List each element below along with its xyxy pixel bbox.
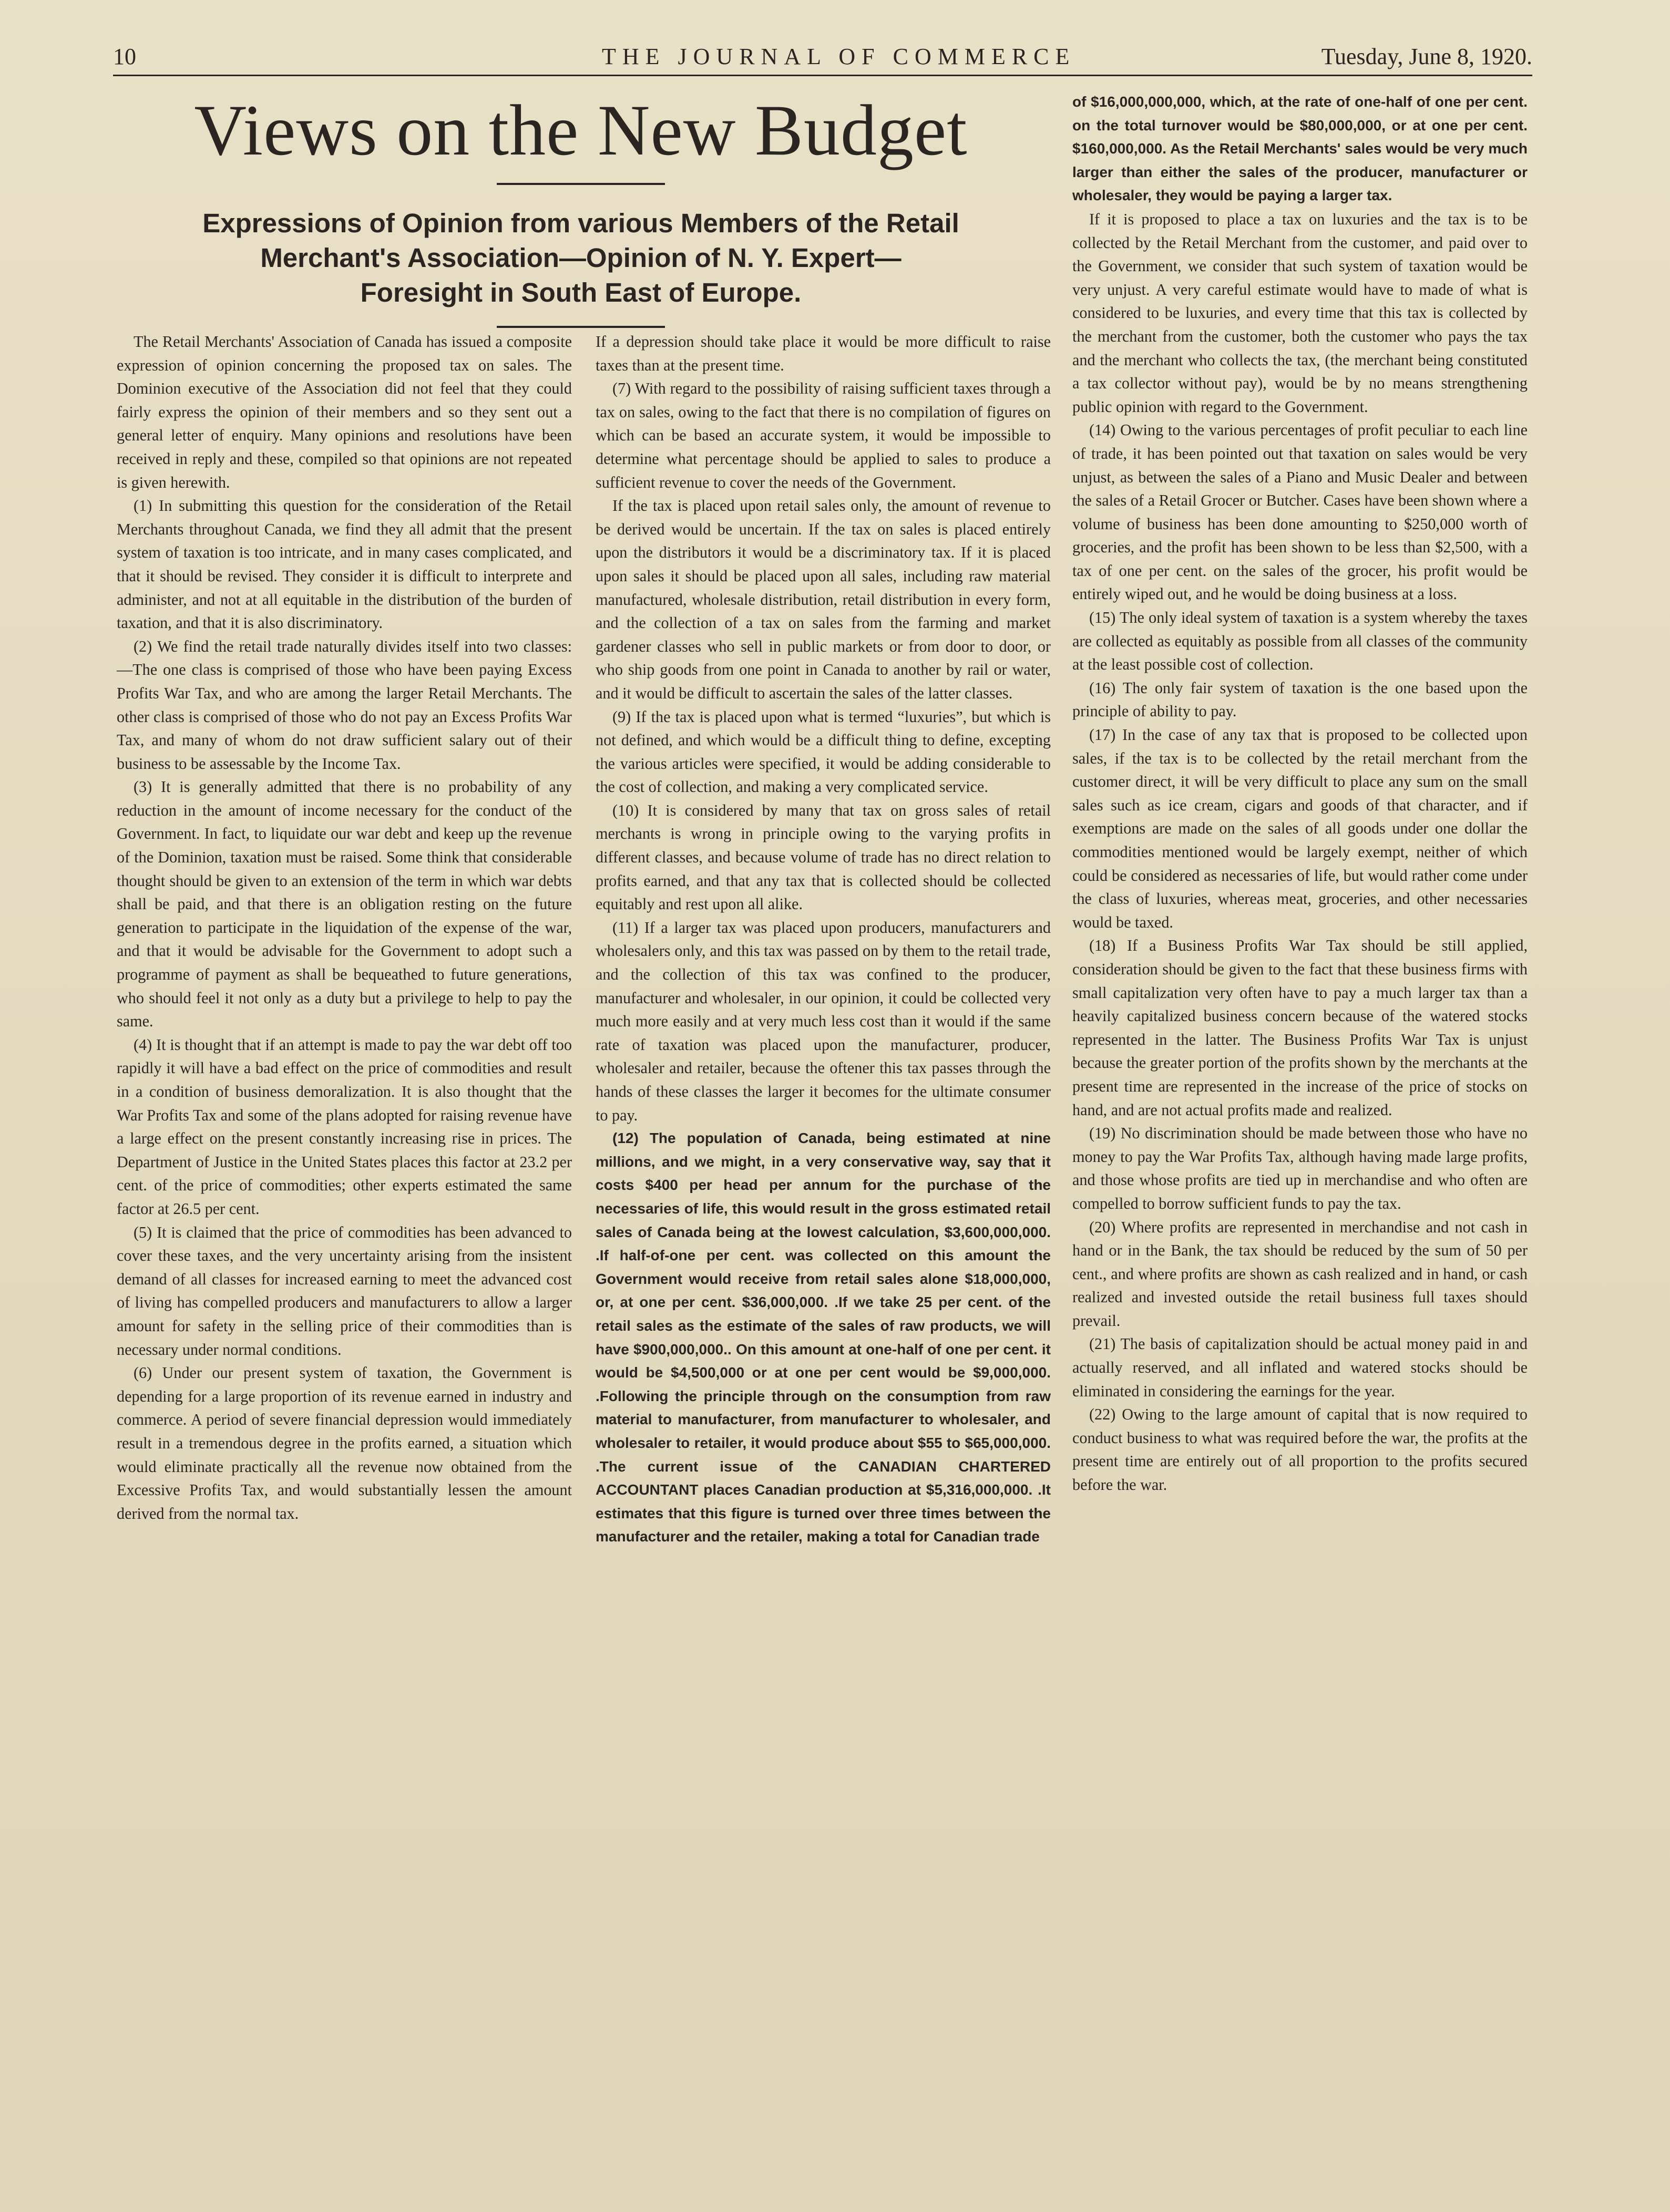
bold-paragraph: of $16,000,000,000, which, at the rate of one-half of one per cent. on the total turnover would be $80,000,000, or at one per cent. $160,000,000. As the Retail Merchants' sales would be very much larger than either the sales of the producer, manufacturer or wholesaler, they would be paying a larger tax.	[1072, 94, 1528, 204]
paragraph: (5) It is claimed that the price of commodities has been advanced to cover these taxes, and the very uncertainty arising from the insistent demand of all classes for increased earning to meet the advanced cost of living has compelled producers and manufacturers to allow a larger amount for safety in the selling price of their commodities than is necessary under normal conditions.	[117, 1223, 572, 1359]
paragraph: (15) The only ideal system of taxation is a system whereby the taxes are collected as equitably as possible from all classes of the community at the least possible cost of collection.	[1072, 609, 1528, 674]
paragraph: (17) In the case of any tax that is proposed to be collected upon sales, if the tax is to be collected by the retail merchant from the customer direct, it will be very difficult to place any sum on the small sales such as ice cream, cigars and goods of that character, and if exemptions are made on the sales of all goods under one dollar the commodities mentioned would be largely exempt, neither of which could be considered as necessaries of life, but would rather come under the class of luxuries, whereas meat, groceries, and other necessaries would be taxed.	[1072, 726, 1528, 931]
paragraph: (21) The basis of capitalization should be actual money paid in and actually reserved, and all inflated and watered stocks should be eliminated in considering the earnings for the year.	[1072, 1335, 1528, 1400]
article-column-2	[596, 330, 1051, 1549]
paragraph: (11) If a larger tax was placed upon producers, manufacturers and wholesalers only, and this tax was passed on by them to the retail trade, and the collection of this tax was confined to the producer, manufacturer and wholesaler, in our opinion, it could be collected very much more easily and at very much less cost than it would if the same rate of taxation was placed upon the manufacturer, producer, wholesaler and retailer, because the oftener this tax passes through the hands of these classes the larger it becomes for the ultimate consumer to pay.	[596, 918, 1051, 1124]
paragraph: If it is proposed to place a tax on luxuries and the tax is to be collected by the Retail Merchant from the customer, and paid over to the Government, we consider that such system of taxation would be very unjust. A very careful estimate would have to made of what is considered to be luxuries, and every time that this tax is collected by the merchant from the customer, both the customer who pays the tax and the merchant who collects the tax, (the merchant being constituted a tax collector without pay), would be by no means strengthening public opinion with regard to the Government.	[1072, 210, 1528, 416]
paragraph: (9) If the tax is placed upon what is termed “luxuries”, but which is not defined, and which would be a difficult thing to define, excepting the various articles were specified, it would be adding considerable to the cost of collection, and making a very complicated service.	[596, 707, 1051, 796]
bold-paragraph: (12) The population of Canada, being estimated at nine millions, and we might, in a very conservative way, say that it costs $400 per head per annum for the purchase of the necessaries of life, this would result in the gross estimated retail sales of Canada being at the lowest calculation, $3,600,000,000. .If half-of-one per cent. was collected on this amount the Government would receive from retail sales alone $18,000,000, or, at one per cent. $36,000,000. .If we take 25 per cent. of the retail sales as the estimate of the sales of raw products, we will have $900,000,000.. On this amount at one-half of one per cent. it would be $4,500,000 or at one per cent would be $9,000,000. .Following the principle through on the consumption from raw material to manufacturer, from manufacturer to wholesaler, and wholesaler to retailer, it would produce about $55 to $65,000,000. .The current issue of the CANADIAN CHARTERED ACCOUNTANT places Canadian production at $5,316,000,000. .It estimates that this figure is turned over three times between the manufacturer and the retailer, making a total for Canadian trade	[596, 1130, 1051, 1545]
paragraph: (7) With regard to the possibility of raising sufficient taxes through a tax on sales, owing to the fact that there is no compilation of figures on which can be based an accurate system, it would be impossible to determine what percentage should be applied to sales to produce a sufficient revenue to cover the needs of the Government.	[596, 379, 1051, 491]
paragraph: If the tax is placed upon retail sales only, the amount of revenue to be derived would be uncertain. If the tax on sales is placed entirely upon the distributors it would be a discriminatory tax. If it is placed upon sales it should be placed upon all sales, including raw material manufactured, wholesale distribution, retail distribution in every form, and the collection of a tax on sales from the farming and market gardener classes who sell in public markets or from door to door, or who ship goods from one point in Canada to another by rail or water, and it would be difficult to ascertain the sales of the latter classes.	[596, 497, 1051, 702]
paragraph: If a depression should take place it would be more difficult to raise taxes than at the present time.	[596, 333, 1051, 374]
paragraph: (16) The only fair system of taxation is the one based upon the principle of ability to pay.	[1072, 678, 1528, 721]
page-number: 10	[113, 44, 136, 69]
page-header	[113, 41, 1532, 78]
article-column-1	[117, 330, 572, 1525]
subheadline	[113, 206, 1049, 310]
paragraph: (18) If a Business Profits War Tax should be still applied, consideration should be given to the fact that these business firms with small capitalization very often have to pay a much larger tax than a heavily capitalized business concern because of the watered stocks represented in the latter. The Business Profits War Tax is unjust because the greater portion of the profits shown by the merchants at the present time are represented in the increase of the price of stocks on hand, and are not actual profits made and realized.	[1072, 937, 1528, 1119]
paragraph: (20) Where profits are represented in merchandise and not cash in hand or in the Bank, the tax should be reduced by the sum of 50 per cent., and where profits are shown as cash realized and in hand, or cash realized and invested outside the retail business full taxes should prevail.	[1072, 1218, 1528, 1330]
subheadline-line: Expressions of Opinion from various Members of the Retail	[202, 208, 959, 238]
paragraph: (6) Under our present system of taxation, the Government is depending for a large proportion of its revenue earned in industry and commerce. A period of severe financial depression would immediately result in a tremendous degree in the profits earned, a situation which would eliminate practically all the revenue now obtained from the Excessive Profits Tax, and would substantially lessen the amount derived from the normal tax.	[117, 1364, 572, 1522]
paragraph: (2) We find the retail trade naturally divides itself into two classes:—The one class is comprised of those who have been paying Excess Profits War Tax, and who are among the larger Retail Merchants. The other class is comprised of those who do not pay an Excess Profits War Tax, and many of whom do not draw sufficient salary out of their business to be assessable by the Income Tax.	[117, 637, 572, 773]
issue-date: Tuesday, June 8, 1920.	[1321, 44, 1532, 69]
subheadline-line: Merchant's Association—Opinion of N. Y. Expert—	[260, 243, 901, 273]
article-column-3	[1072, 90, 1528, 1497]
headline-rule	[497, 183, 665, 185]
paragraph: (3) It is generally admitted that there is no probability of any reduction in the amount of income necessary for the conduct of the Government. In fact, to liquidate our war debt and keep up the revenue of the Dominion, taxation must be raised. Some think that considerable thought should be given to an extension of the term in which war debts shall be paid, and that there is an obligation resting on the future generation to participate in the liquidation of the expense of the war, and that it would be advisable for the Government to adopt such a programme of payment as shall be bequeathed to future generations, who should feel it not only as a duty but a privilege to help to pay the same.	[117, 778, 572, 1031]
paragraph: (22) Owing to the large amount of capital that is now required to conduct business to what was required before the war, the profits at the present time are entirely out of all proportion to the profits secured before the war.	[1072, 1405, 1528, 1494]
header-rule	[113, 75, 1532, 76]
subheadline-line: Foresight in South East of Europe.	[360, 277, 802, 307]
paragraph: (4) It is thought that if an attempt is made to pay the war debt off too rapidly it will have a bad effect on the price of commodities and result in a condition of business demoralization. It is also thought that the War Profits Tax and some of the plans adopted for raising revenue have a large effect on the present constantly increasing rise in prices. The Department of Justice in the United States places this factor at 23.2 per cent. of the price of commodities; other experts estimated the same factor at 26.5 per cent.	[117, 1035, 572, 1218]
paragraph: The Retail Merchants' Association of Canada has issued a composite expression of opinion concerning the proposed tax on sales. The Dominion executive of the Association did not feel that they could fairly express the opinion of their members and so they sent out a general letter of enquiry. Many opinions and resolutions have been received in reply and these, compiled so that opinions are not repeated is given herewith.	[117, 333, 572, 491]
paragraph: (10) It is considered by many that tax on gross sales of retail merchants is wrong in principle owing to the varying profits in different classes, and because volume of trade has no direct relation to profits earned, and that any tax that is collected should be collected equitably and rest upon all alike.	[596, 801, 1051, 913]
journal-name: THE JOURNAL OF COMMERCE	[602, 44, 1076, 69]
paragraph: (14) Owing to the various percentages of profit peculiar to each line of trade, it has been pointed out that taxation on sales would be very unjust, as between the sales of a Piano and Music Dealer and between the sales of a Retail Grocer or Butcher. Cases have been shown where a volume of business has been done amounting to $250,000 worth of groceries, and the profit has been shown to be less than $2,500, with a tax of one per cent. on the sales of the grocer, his profit would be entirely wiped out, and he would be doing business at a loss.	[1072, 421, 1528, 603]
paragraph: (19) No discrimination should be made between those who have no money to pay the War Profits Tax, although having made large profits, and those whose profits are tied up in merchandise and who often are compelled to borrow sufficient funds to pay the tax.	[1072, 1124, 1528, 1212]
paragraph: (1) In submitting this question for the consideration of the Retail Merchants throughout Canada, we find they all admit that the present system of taxation is too intricate, and in many cases complicated, and that it should be revised. They consider it is difficult to interprete and administer, and not at all equitable in the distribution of the burden of taxation, and that it is also discriminatory.	[117, 497, 572, 632]
headline: Views on the New Budget	[194, 90, 968, 170]
subheadline-rule	[497, 326, 665, 328]
article-heading	[113, 78, 1049, 328]
